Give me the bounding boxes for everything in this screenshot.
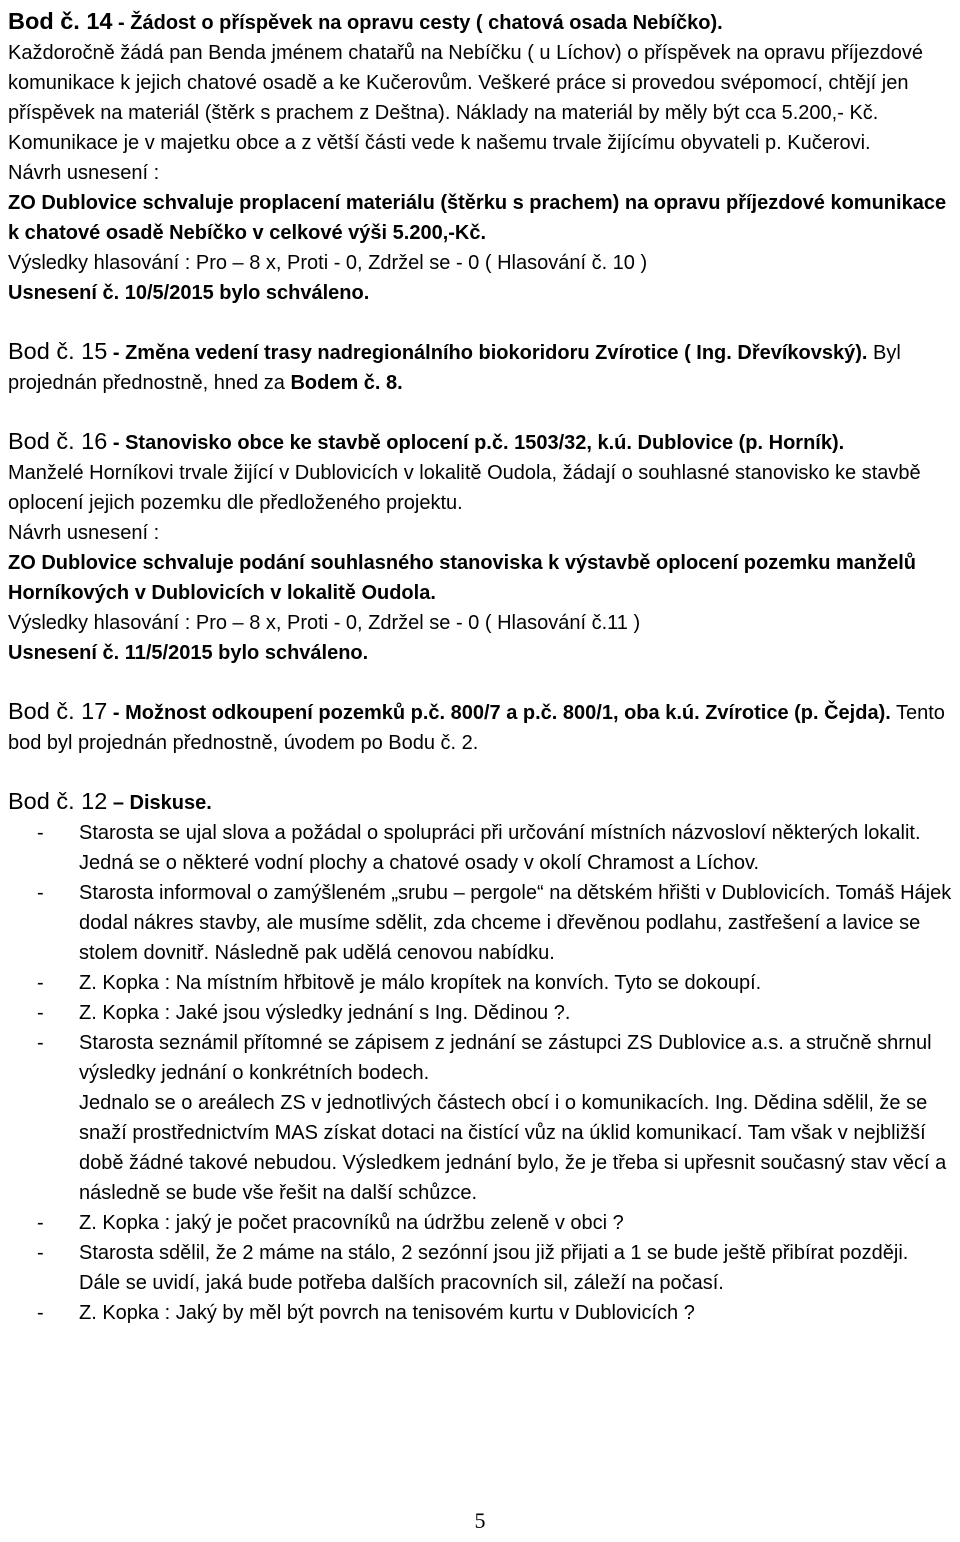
list-dash: - <box>37 1302 44 1324</box>
item-14-proposal: ZO Dublovice schvaluje proplacení materiálu (štěrku s prachem) na opravu příjezdové komunikace k chatové osadě Nebíčko v celkové výši 5.200,-Kč. <box>8 192 947 244</box>
discussion-item-text: Starosta seznámil přítomné se zápisem z jednání se zástupci ZS Dublovice a.s. a stručně shrnul výsledky jednání o konkrétních bodech. <box>79 1032 932 1084</box>
discussion-item <box>8 968 952 998</box>
discussion-item <box>8 1238 952 1298</box>
item-15-prefix: Bod č. <box>8 338 75 364</box>
item-16-number: 16 <box>74 428 108 454</box>
discussion-item <box>8 1028 952 1208</box>
discussion-item-text: Z. Kopka : jaký je počet pracovníků na údržbu zeleně v obci ? <box>79 1212 624 1234</box>
item-15-title: - Změna vedení trasy nadregionálního biokoridoru Zvírotice ( Ing. Dřevíkovský). <box>107 342 868 364</box>
item-15-number: 15 <box>74 338 108 364</box>
item-17-prefix: Bod č. <box>8 698 75 724</box>
discussion-item <box>8 1298 952 1328</box>
item-16-proposal-label: Návrh usnesení : <box>8 522 160 544</box>
item-12-heading <box>8 786 952 818</box>
discussion-item-text: Starosta se ujal slova a požádal o spolupráci při určování místních názvosloví některých lokalit. Jedná se o některé vodní plochy a chatové osady v okolí Chramost a Líchov. <box>79 822 921 874</box>
discussion-item-text: Z. Kopka : Jaký by měl být povrch na tenisovém kurtu v Dublovicích ? <box>79 1302 695 1324</box>
item-14-resolution: Usnesení č. 10/5/2015 bylo schváleno. <box>8 282 370 304</box>
list-dash: - <box>37 882 44 904</box>
page-number: 5 <box>474 1508 486 1533</box>
item-17-title: - Možnost odkoupení pozemků p.č. 800/7 a p.č. 800/1, oba k.ú. Zvírotice (p. Čejda). <box>107 702 891 724</box>
list-dash: - <box>37 1212 44 1234</box>
discussion-item-text: Z. Kopka : Jaké jsou výsledky jednání s Ing. Dědinou ?. <box>79 1002 571 1024</box>
item-15-heading <box>8 336 952 398</box>
agenda-item-14 <box>8 6 952 308</box>
item-16-proposal: ZO Dublovice schvaluje podání souhlasného stanoviska k výstavbě oplocení pozemku manželů Horníkových v Dublovicích v lokalitě Oudola. <box>8 552 917 604</box>
item-17-note: Tento bod byl projednán přednostně, úvodem po Bodu č. 2. <box>8 702 945 754</box>
item-15-note: Byl projednán přednostně, hned za <box>8 342 901 394</box>
list-dash: - <box>37 1242 44 1264</box>
item-16-body: Manželé Horníkovi trvale žijící v Dublovicích v lokalitě Oudola, žádají o souhlasné stanovisko ke stavbě oplocení jejich pozemku dle předloženého projektu. <box>8 462 921 514</box>
item-14-heading <box>8 6 952 38</box>
spacer <box>8 398 952 426</box>
item-14-vote-results: Výsledky hlasování : Pro – 8 x, Proti - 0, Zdržel se - 0 ( Hlasování č. 10 ) <box>8 252 648 274</box>
item-16-vote-results: Výsledky hlasování : Pro – 8 x, Proti - 0, Zdržel se - 0 ( Hlasování č.11 ) <box>8 612 641 634</box>
discussion-item <box>8 998 952 1028</box>
spacer <box>8 668 952 696</box>
document-page <box>8 6 952 1328</box>
list-dash: - <box>37 822 44 844</box>
item-16-resolution: Usnesení č. 11/5/2015 bylo schváleno. <box>8 642 369 664</box>
discussion-item <box>8 878 952 968</box>
discussion-list <box>8 818 952 1328</box>
discussion-item <box>8 1208 952 1238</box>
list-dash: - <box>37 1002 44 1024</box>
discussion-item-text: Starosta informoval o zamýšleném „srubu – pergole“ na dětském hřišti v Dublovicích. Tomáš Hájek dodal nákres stavby, ale musíme sdělit, zda chceme i dřevěnou podlahu, zastřešení a lavice se stolem dovnitř. Následně pak udělá cenovou nabídku. <box>79 882 952 964</box>
list-dash: - <box>37 972 44 994</box>
item-17-heading <box>8 696 952 758</box>
item-15-note-ref: Bodem č. 8. <box>290 372 403 394</box>
agenda-item-17 <box>8 696 952 758</box>
agenda-item-16 <box>8 426 952 668</box>
item-14-heading-prefix: Bod č. 14 <box>8 8 113 34</box>
item-12-prefix: Bod č. <box>8 788 75 814</box>
discussion-item-text: Starosta sdělil, že 2 máme na stálo, 2 sezónní jsou již přijati a 1 se bude ještě přibírat později. Dále se uvidí, jaká bude potřeba dalších pracovních sil, záleží na počasí. <box>79 1242 909 1294</box>
discussion-item-text: Z. Kopka : Na místním hřbitově je málo kropítek na konvích. Tyto se dokoupí. <box>79 972 762 994</box>
discussion-item <box>8 818 952 878</box>
item-14-proposal-label: Návrh usnesení : <box>8 162 160 184</box>
list-dash: - <box>37 1032 44 1054</box>
item-14-heading-title: - Žádost o příspěvek na opravu cesty ( chatová osada Nebíčko). <box>112 12 723 34</box>
item-16-heading <box>8 426 952 458</box>
spacer <box>8 758 952 786</box>
discussion-item-continuation: Jednalo se o areálech ZS v jednotlivých částech obcí i o komunikacích. Ing. Dědina sdělil, že se snaží prostřednictvím MAS získat dotaci na čistící vůz na úklid komunikací. Tam však v nejbližší době žádné takové nebudou. Výsledkem jednání bylo, že je třeba si upřesnit současný stav věcí a následně se bude vše řešit na další schůzce. <box>79 1092 947 1204</box>
item-14-body: Každoročně žádá pan Benda jménem chatařů na Nebíčku ( u Líchov) o příspěvek na opravu příjezdové komunikace k jejich chatové osadě a ke Kučerovům. Veškeré práce si provedou svépomocí, chtějí jen příspěvek na materiál (štěrk s prachem z Deštna). Náklady na materiál by měly být cca 5.200,- Kč. Komunikace je v majetku obce a z větší části vede k našemu trvale žijícímu obyvateli p. Kučerovi. <box>8 42 923 154</box>
item-16-title: - Stanovisko obce ke stavbě oplocení p.č. 1503/32, k.ú. Dublovice (p. Horník). <box>107 432 845 454</box>
item-12-number: 12 <box>74 788 108 814</box>
agenda-item-15 <box>8 336 952 398</box>
agenda-item-12 <box>8 786 952 1328</box>
item-12-title: – Diskuse. <box>107 792 212 814</box>
item-16-prefix: Bod č. <box>8 428 75 454</box>
spacer <box>8 308 952 336</box>
item-17-number: 17 <box>74 698 108 724</box>
